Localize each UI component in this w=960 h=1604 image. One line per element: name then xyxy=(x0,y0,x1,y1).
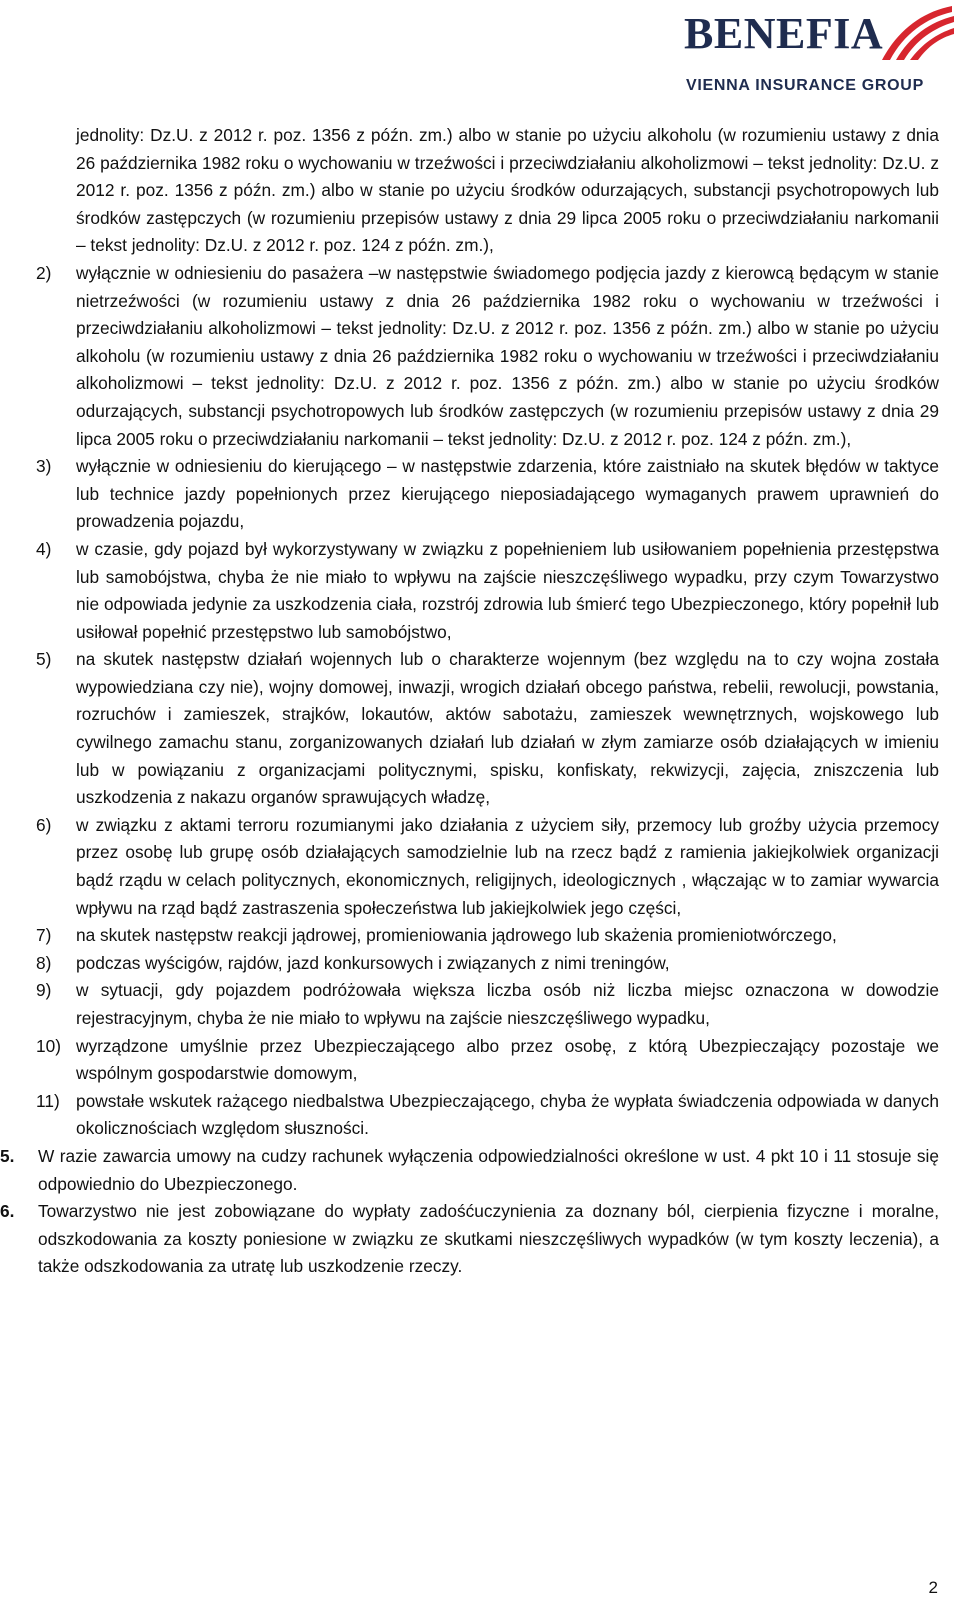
item-number: 11) xyxy=(36,1090,60,1111)
item-number: 9) xyxy=(36,980,52,1001)
item-number: 5) xyxy=(36,649,52,670)
item-text: w związku z aktami terroru rozumianymi jako działania z użyciem siły, przemocy lub groźby użycia przemocy przez osobę lub grupę osób działających samodzielnie lub na rzecz bądź z ramienia jakiejkolwiek organizacji bądź rządu w celach politycznych, ekonomicznych, religijnych, ideologicznych , włączając w to zamiar wywarcia wpływu na rząd bądź zastraszenia społeczeństwa lub jakiejkolwiek jego części, xyxy=(76,814,939,918)
logo-tagline: VIENNA INSURANCE GROUP xyxy=(686,77,924,94)
continuation-paragraph: jednolity: Dz.U. z 2012 r. poz. 1356 z późn. zm.) albo w stanie po użyciu alkoholu (w rozumieniu ustawy z dnia 26 października 1982 roku o wychowaniu w trzeźwości i przeciwdziałaniu alkoholizmowi – tekst jednolity: Dz.U. z 2012 r. poz. 1356 z późn. zm.) albo w stanie po użyciu środków odurzających, substancji psychotropowych lub środków zastępczych (w rozumieniu przepisów ustawy z dnia 29 lipca 2005 roku o przeciwdziałaniu narkomanii – tekst jednolity: Dz.U. z 2012 r. poz. 124 z późn. zm.), xyxy=(76,125,939,256)
item-text: wyłącznie w odniesieniu do kierującego – w następstwie zdarzenia, które zaistniało na skutek błędów w taktyce lub technice jazdy popełnionych przez kierującego nieposiadającego wymaganych prawem uprawnień do prowadzenia pojazdu, xyxy=(76,456,939,532)
section-6 xyxy=(0,1198,939,1281)
item-number: 7) xyxy=(36,925,52,946)
list-item xyxy=(22,453,939,536)
section-5 xyxy=(0,1143,939,1198)
item-number: 8) xyxy=(36,952,52,973)
item-number: 4) xyxy=(36,538,52,559)
item-text: na skutek następstw działań wojennych lub o charakterze wojennym (bez względu na to czy wojna została wypowiedziana czy nie), wojny domowej, inwazji, wrogich działań obcego państwa, rebelii, rewolucji, powstania, rozruchów i zamieszek, strajków, lokautów, aktów sabotażu, zamieszek wewnętrznych, wojskowego lub cywilnego zamachu stanu, zorganizowanych działań lub działań w złym zamiarze osób działających w imieniu lub w powiązaniu z organizacjami politycznymi, spisku, konfiskaty, rekwizycji, zajęcia, zniszczenia lub uszkodzenia z nakazu organów sprawujących władzę, xyxy=(76,649,939,808)
list-item xyxy=(22,812,939,922)
item-text: podczas wyścigów, rajdów, jazd konkursowych i związanych z nimi treningów, xyxy=(76,952,670,973)
item-text: na skutek następstw reakcji jądrowej, promieniowania jądrowego lub skażenia promieniotwórczego, xyxy=(76,925,837,946)
item-number: 2) xyxy=(36,262,52,283)
section-text: W razie zawarcia umowy na cudzy rachunek wyłączenia odpowiedzialności określone w ust. 4 pkt 10 i 11 stosuje się odpowiednio do Ubezpieczonego. xyxy=(38,1145,939,1194)
item-text: w sytuacji, gdy pojazdem podróżowała większa liczba osób niż liczba miejsc oznaczona w dowodzie rejestracyjnym, chyba że nie miało to wpływu na zajście nieszczęśliwego wypadku, xyxy=(76,980,939,1028)
list-item xyxy=(22,922,939,950)
page-number: 2 xyxy=(928,1578,938,1597)
logo-swoosh-icon xyxy=(876,2,956,62)
item-text: w czasie, gdy pojazd był wykorzystywany w związku z popełnieniem lub usiłowaniem popełnienia przestępstwa lub samobójstwa, chyba że nie miało to wpływu na zajście nieszczęśliwego wypadku, przy czym Towarzystwo nie odpowiada jedynie za uszkodzenia ciała, rozstrój zdrowia lub śmierć tego Ubezpieczonego, który popełnił lub usiłował popełnić przestępstwo lub samobójstwo, xyxy=(76,538,939,642)
logo-wordmark: BENEFIA xyxy=(684,9,884,58)
section-text: Towarzystwo nie jest zobowiązane do wypłaty zadośćuczynienia za doznany ból, cierpienia fizyczne i moralne, odszkodowania za koszty poniesione w związku ze skutkami nieszczęśliwych wypadków (w tym koszty leczenia), a także odszkodowania za utratę lub uszkodzenie rzeczy. xyxy=(38,1201,939,1277)
section-number: 6. xyxy=(0,1201,15,1222)
item-number: 6) xyxy=(36,814,52,835)
list-item xyxy=(22,1033,939,1088)
list-item xyxy=(22,977,939,1032)
item-text: powstałe wskutek rażącego niedbalstwa Ubezpieczającego, chyba że wypłata świadczenia odpowiada w danych okolicznościach względom słuszności. xyxy=(76,1090,939,1139)
benefia-logo xyxy=(680,2,956,98)
item-text: wyłącznie w odniesieniu do pasażera –w następstwie świadomego podjęcia jazdy z kierowcą będącym w stanie nietrzeźwości (w rozumieniu ustawy z dnia 26 października 1982 roku o wychowaniu w trzeźwości i przeciwdziałaniu alkoholizmowi – tekst jednolity: Dz.U. z 2012 r. poz. 1356 z późn. zm.) albo w stanie po użyciu alkoholu (w rozumieniu ustawy z dnia 26 października 1982 roku o wychowaniu w trzeźwości i przeciwdziałaniu alkoholizmowi – tekst jednolity: Dz.U. z 2012 r. poz. 1356 z późn. zm.) albo w stanie po użyciu środków odurzających, substancji psychotropowych lub środków zastępczych (w rozumieniu przepisów ustawy z dnia 29 lipca 2005 roku o przeciwdziałaniu narkomanii – tekst jednolity: Dz.U. z 2012 r. poz. 124 z późn. zm.), xyxy=(76,262,939,449)
list-item xyxy=(22,260,939,453)
item-text: wyrządzone umyślnie przez Ubezpieczającego albo przez osobę, z którą Ubezpieczający pozostaje we wspólnym gospodarstwie domowym, xyxy=(76,1035,939,1084)
document-body xyxy=(0,122,939,1281)
list-item xyxy=(22,646,939,812)
list-item xyxy=(22,950,939,978)
section-number: 5. xyxy=(0,1145,15,1166)
list-item xyxy=(22,1088,939,1143)
item-number: 3) xyxy=(36,456,52,477)
item-number: 10) xyxy=(36,1035,61,1056)
list-item xyxy=(22,536,939,646)
